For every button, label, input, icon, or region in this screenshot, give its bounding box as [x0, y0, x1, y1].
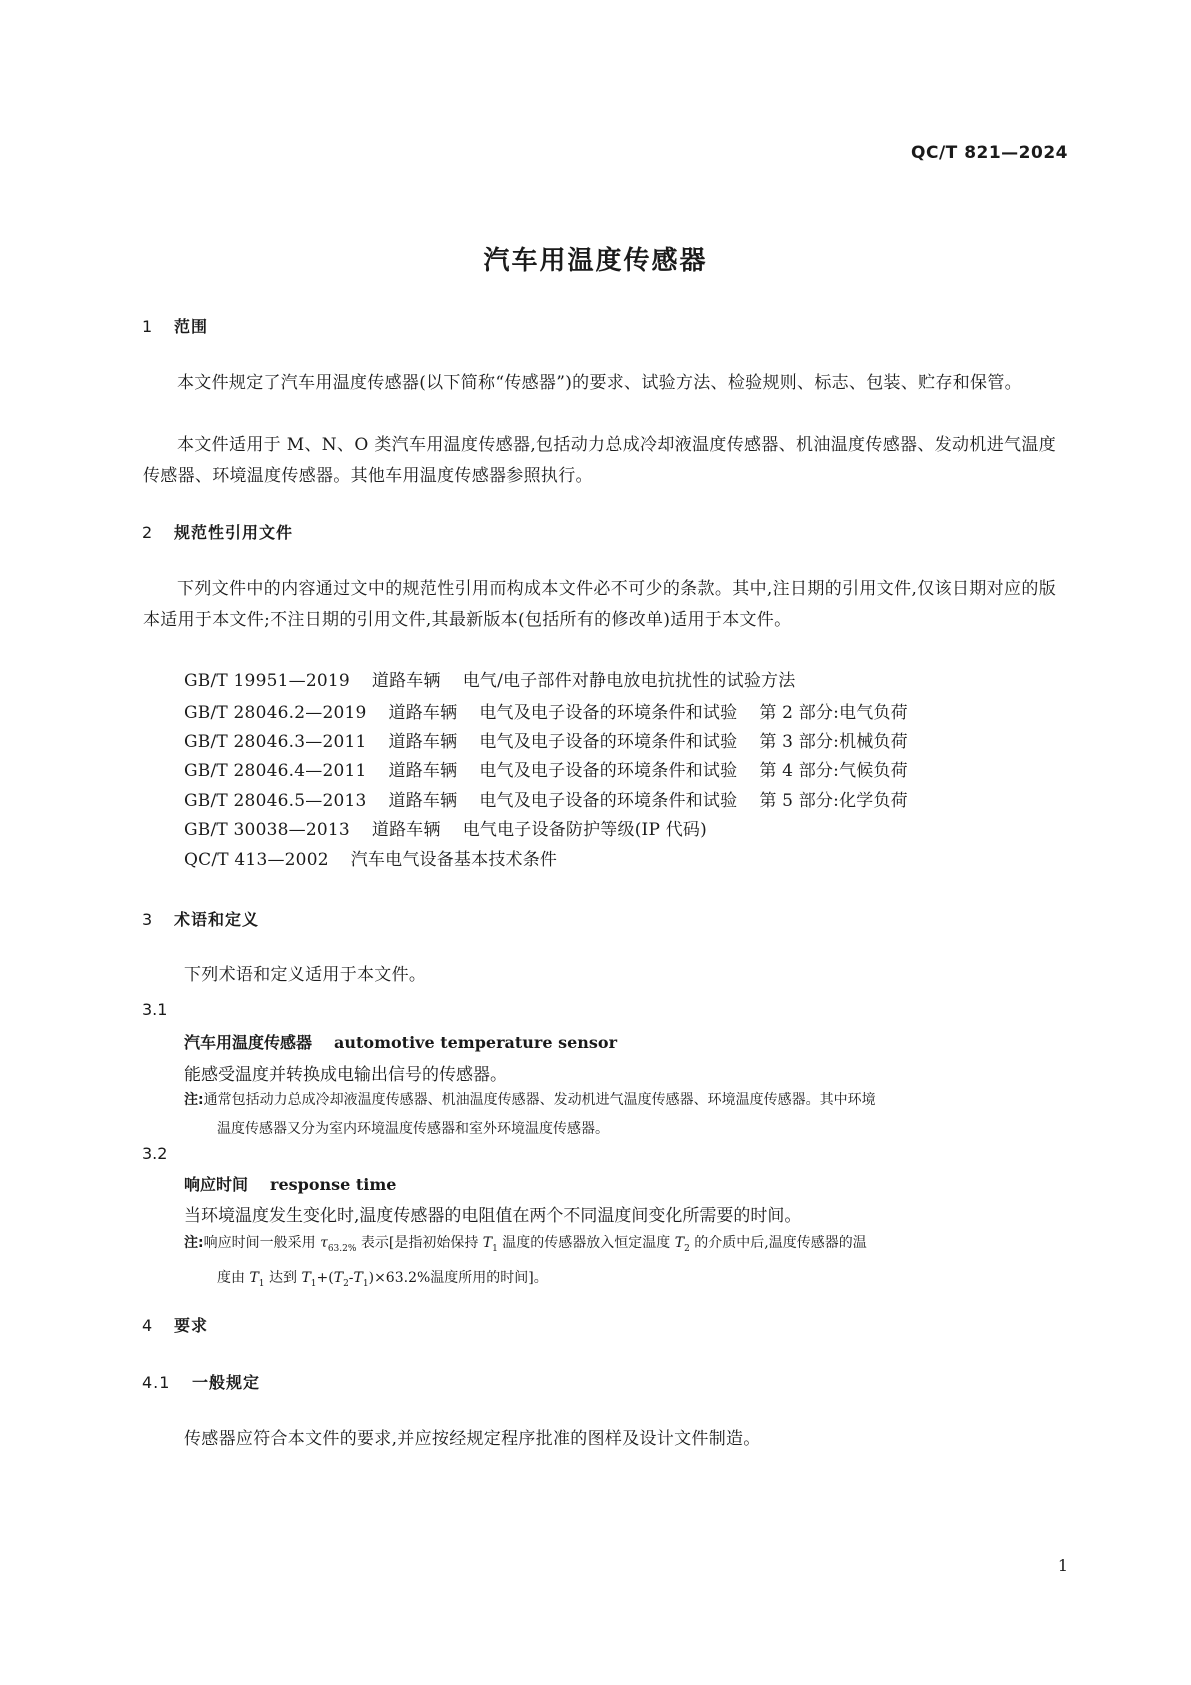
reference-item: [184, 698, 908, 723]
reference-item: [184, 786, 908, 811]
page-number: 1: [1057, 1556, 1068, 1575]
section-number: 2: [142, 523, 154, 542]
symbol-t: T: [674, 1235, 685, 1251]
term-english: response time: [270, 1175, 397, 1194]
reference-title-subpart: 第 3 部分:机械负荷: [759, 732, 908, 752]
symbol-t: T: [301, 1269, 311, 1286]
section-heading-scope: [142, 314, 208, 337]
symbol-t: T: [353, 1269, 363, 1286]
paragraph-references-intro: 下列文件中的内容通过文中的规范性引用而构成本文件必不可少的条款。其中,注日期的引用文件,仅该日期对应的版本适用于本文件;不注日期的引用文件,其最新版本(包括所有的修改单)适用于本文件。: [143, 579, 1056, 630]
note-text: )×63.2%温度所用的时间]。: [368, 1269, 548, 1286]
section-title: 范围: [174, 317, 209, 336]
term-chinese: 汽车用温度传感器: [184, 1033, 313, 1052]
symbol-t: T: [482, 1235, 493, 1251]
term-note: [184, 1229, 1056, 1299]
note-text-continued: [184, 1264, 1056, 1299]
reference-title-subpart: 第 5 部分:化学负荷: [759, 791, 908, 811]
term-definition: 当环境温度发生变化时,温度传感器的电阻值在两个不同温度间变化所需要的时间。: [184, 1206, 802, 1226]
paragraph-general-requirement: 传感器应符合本文件的要求,并应按经规定程序批准的图样及设计文件制造。: [184, 1429, 761, 1449]
reference-title: 汽车电气设备基本技术条件: [350, 850, 558, 870]
document-title: 汽车用温度传感器: [483, 246, 708, 276]
subsection-number: 4.1: [142, 1373, 171, 1392]
symbol-t: T: [249, 1269, 259, 1286]
reference-title-subpart: 第 4 部分:气候负荷: [759, 761, 908, 781]
section-number: 3: [142, 910, 154, 929]
section-number: 4: [142, 1316, 154, 1335]
note-text: 达到: [264, 1269, 302, 1286]
term-english: automotive temperature sensor: [334, 1033, 617, 1052]
reference-title: 道路车辆: [388, 761, 458, 781]
reference-item: [184, 666, 795, 691]
subsection-heading-general: [142, 1370, 260, 1393]
reference-title: 道路车辆: [371, 671, 441, 691]
paragraph-terms-intro: 下列术语和定义适用于本文件。: [184, 965, 427, 985]
reference-code: GB/T 28046.4—2011: [184, 761, 367, 781]
symbol-subscript: 2: [684, 1243, 690, 1254]
note-text: -: [348, 1269, 354, 1286]
reference-title: 道路车辆: [388, 703, 458, 723]
reference-title: 道路车辆: [388, 791, 458, 811]
symbol-subscript: 1: [310, 1278, 317, 1289]
term-note: [184, 1086, 1056, 1144]
section-heading-normative-references: [142, 520, 293, 543]
symbol-subscript: 1: [362, 1278, 369, 1289]
note-text-continued: 温度传感器又分为室内环境温度传感器和室外环境温度传感器。: [217, 1121, 609, 1137]
reference-code: GB/T 28046.5—2013: [184, 791, 367, 811]
symbol-subscript: 1: [492, 1243, 498, 1254]
symbol-subscript: 63.2%: [327, 1243, 357, 1254]
section-title: 术语和定义: [174, 910, 260, 929]
section-heading-terms: [142, 907, 259, 930]
section-heading-requirements: [142, 1313, 208, 1336]
reference-item: [184, 845, 557, 870]
note-text: 通常包括动力总成冷却液温度传感器、机油温度传感器、发动机进气温度传感器、环境温度传感器。其中环境: [203, 1092, 876, 1108]
term-definition: 能感受温度并转换成电输出信号的传感器。: [184, 1065, 507, 1085]
reference-code: GB/T 19951—2019: [184, 671, 350, 691]
section-title: 规范性引用文件: [174, 523, 294, 542]
paragraph-scope-1: 本文件规定了汽车用温度传感器(以下简称“传感器”)的要求、试验方法、检验规则、标志、包装、贮存和保管。: [177, 373, 1022, 393]
reference-title-part: 电气及电子设备的环境条件和试验: [479, 791, 738, 811]
reference-title-part: 电气及电子设备的环境条件和试验: [479, 703, 738, 723]
paragraph-scope-2: 本文件适用于 M、N、O 类汽车用温度传感器,包括动力总成冷却液温度传感器、机油温度传感器、发动机进气温度传感器、环境温度传感器。其他车用温度传感器参照执行。: [143, 435, 1056, 486]
note-text: 响应时间一般采用: [203, 1235, 321, 1251]
note-text: +(: [316, 1269, 334, 1286]
subsection-title: 一般规定: [192, 1373, 261, 1392]
section-title: 要求: [174, 1316, 209, 1335]
reference-item: [184, 756, 908, 781]
note-text: 的介质中后,温度传感器的温: [689, 1235, 867, 1251]
reference-title-part: 电气电子设备防护等级(IP 代码): [462, 820, 707, 840]
term-entry: [184, 1172, 396, 1195]
document-code: QC/T 821—2024: [911, 143, 1068, 163]
reference-title-subpart: 第 2 部分:电气负荷: [759, 703, 908, 723]
clause-number: 3.1: [142, 1000, 168, 1019]
reference-title-part: 电气及电子设备的环境条件和试验: [479, 732, 738, 752]
note-text: 度由: [217, 1269, 250, 1286]
note-text: 表示[是指初始保持: [356, 1235, 483, 1251]
reference-title: 道路车辆: [388, 732, 458, 752]
note-label: 注:: [184, 1092, 204, 1108]
reference-code: GB/T 28046.2—2019: [184, 703, 367, 723]
reference-code: GB/T 28046.3—2011: [184, 732, 367, 752]
term-entry: [184, 1030, 617, 1053]
reference-title-part: 电气/电子部件对静电放电抗扰性的试验方法: [462, 671, 796, 691]
reference-item: [184, 727, 908, 752]
reference-title: 道路车辆: [371, 820, 441, 840]
symbol-t: T: [333, 1269, 344, 1286]
symbol-tau: τ: [320, 1235, 328, 1251]
symbol-subscript: 1: [258, 1278, 265, 1289]
note-text: 温度的传感器放入恒定温度: [497, 1235, 675, 1251]
section-number: 1: [142, 317, 154, 336]
note-label: 注:: [184, 1235, 204, 1251]
reference-code: GB/T 30038—2013: [184, 820, 350, 840]
reference-title-part: 电气及电子设备的环境条件和试验: [479, 761, 738, 781]
term-chinese: 响应时间: [184, 1175, 249, 1194]
symbol-subscript: 2: [343, 1278, 349, 1289]
reference-code: QC/T 413—2002: [184, 850, 329, 870]
reference-item: [184, 815, 707, 840]
clause-number: 3.2: [142, 1144, 168, 1163]
